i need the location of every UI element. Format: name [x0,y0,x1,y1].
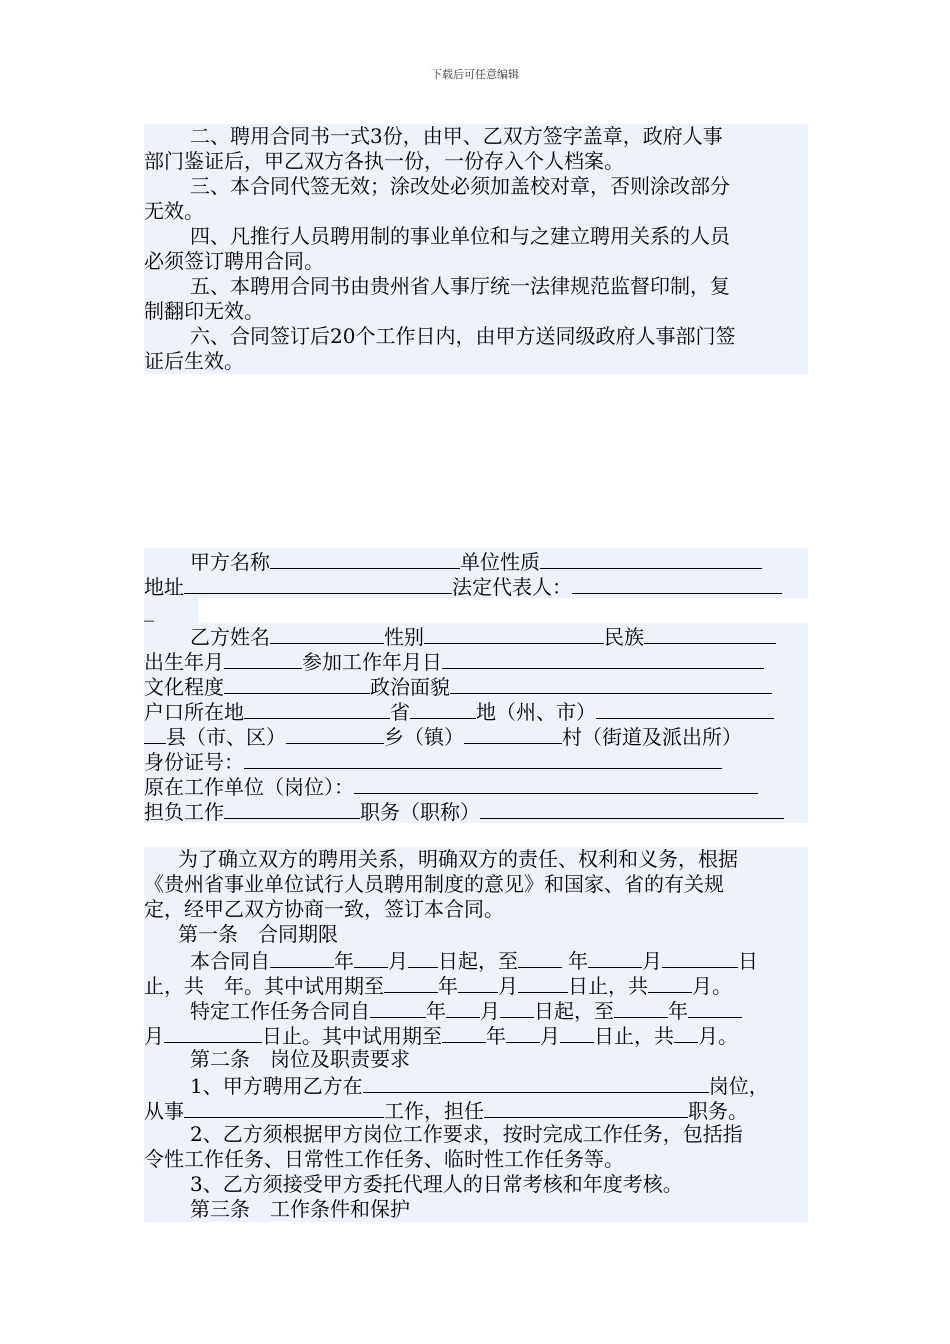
note-line: 三、本合同代签无效；涂改处必须加盖校对章，否则涂改部分 [144,174,808,199]
party-a-name-label: 甲方名称 [190,550,270,573]
note-line: 二、聘用合同书一式3份，由甲、乙双方签字盖章，政府人事 [144,124,808,149]
term-text: 日起，至 [438,949,518,972]
title-label: 职务（职称） [360,800,480,823]
term-text: 月。 [692,974,732,997]
term-text: 年 [668,999,688,1022]
county-field[interactable] [596,698,774,719]
special-probation-day-field[interactable] [560,1022,594,1043]
note-line: 部门鉴证后，甲乙双方各执一份，一份存入个人档案。 [144,149,808,174]
note-line: 四、凡推行人员聘用制的事业单位和与之建立聘用关系的人员 [144,224,808,249]
duty-1-line-2 [144,1097,808,1122]
duty-3-line: 3、乙方须接受甲方委托代理人的日常考核和年度考核。 [144,1172,808,1197]
note-line: 制翻印无效。 [144,299,808,324]
form-row-id [144,748,808,773]
prefecture-field[interactable] [410,698,476,719]
start-month-field[interactable] [354,947,388,968]
unit-nature-label: 单位性质 [460,550,540,573]
township-field[interactable] [286,723,384,744]
orig-unit-field[interactable] [354,773,758,794]
contract-body [144,847,808,1222]
end-day-field[interactable] [662,947,738,968]
notes-section [144,124,808,374]
term-text: 年 [486,1024,506,1047]
unit-nature-field[interactable] [540,548,762,569]
post-field[interactable] [363,1072,709,1093]
note-line: 六、合同签订后20个工作日内，由甲方送同级政府人事部门签 [144,324,808,349]
page-header: 下载后可任意编辑 [431,68,519,81]
gender-label: 性别 [384,625,424,648]
article-3-heading: 第三条 工作条件和保护 [144,1197,808,1222]
duty-text: 从事 [144,1099,184,1122]
legal-rep-label: 法定代表人： [452,575,572,598]
special-start-month-field[interactable] [446,997,480,1018]
note-line: 无效。 [144,199,808,224]
form-row-overflow [144,598,808,623]
form-row-hukou [144,698,808,723]
ethnicity-field[interactable] [644,623,776,644]
special-line-2 [144,1022,808,1047]
duty-1-line-1 [144,1072,808,1097]
info-form [144,548,808,823]
province-label: 省 [390,700,410,723]
term-text: 年 [426,999,446,1022]
term-text: 日止，共 [594,1024,674,1047]
form-row-party-a [144,548,808,573]
term-text: 特定工作任务合同自 [190,999,370,1022]
end-month-field[interactable] [588,947,642,968]
special-probation-total-field[interactable] [674,1022,698,1043]
end-year-field[interactable] [518,947,562,968]
term-text: 年 [438,974,458,997]
duty-text: 职务。 [688,1099,748,1122]
term-text: 月 [540,1024,560,1047]
village-label: 村（街道及派出所） [562,725,742,748]
intro-line: 定，经甲乙双方协商一致，签订本合同。 [144,897,808,922]
special-probation-year-field[interactable] [442,1022,486,1043]
special-end-month-field[interactable] [688,997,742,1018]
special-end-day-field[interactable] [164,1022,262,1043]
intro-line: 《贵州省事业单位试行人员聘用制度的意见》和国家、省的有关规 [144,872,808,897]
term-text: 月。 [698,1024,738,1047]
term-text: 月 [388,949,408,972]
education-label: 文化程度 [144,675,224,698]
duty-text: 岗位， [708,1074,769,1097]
probation-day-field[interactable] [518,972,568,993]
term-text: 月 [498,974,518,997]
special-line-1 [144,997,808,1022]
term-line-1 [144,947,808,972]
political-label: 政治面貌 [370,675,450,698]
duty-2-line: 令性工作任务、日常性工作任务、临时性工作任务等。 [144,1147,808,1172]
note-line: 证后生效。 [144,349,808,374]
legal-rep-field[interactable] [572,573,782,594]
duty-text: 1、甲方聘用乙方在 [190,1074,363,1097]
term-text: 止，共 年。其中试用期至 [144,974,384,997]
work-start-label: 参加工作年月日 [302,650,442,673]
overflow-underscore: _ [144,598,198,623]
job-field[interactable] [224,798,360,819]
form-row-address [144,573,808,598]
special-start-day-field[interactable] [500,997,534,1018]
term-text: 月 [144,1024,164,1047]
probation-total-field[interactable] [648,972,692,993]
address-label: 地址 [144,575,184,598]
form-row-county [144,723,808,748]
birth-field[interactable] [224,648,302,669]
term-text: 本合同自 [190,949,270,972]
term-text: 日起，至 [534,999,614,1022]
note-line: 五、本聘用合同书由贵州省人事厅统一法律规范监督印制，复 [144,274,808,299]
title-field[interactable] [480,798,784,819]
form-row-party-b [144,623,808,648]
village-field[interactable] [464,723,562,744]
term-text: 年 [334,949,354,972]
duty-text: 工作，担任 [384,1099,484,1122]
term-text: 月 [642,949,662,972]
term-text: 月 [480,999,500,1022]
province-field[interactable] [244,698,390,719]
party-b-name-label: 乙方姓名 [190,625,270,648]
birth-label: 出生年月 [144,650,224,673]
term-text: 年 [568,949,588,972]
form-row-education [144,673,808,698]
job-label: 担负工作 [144,800,224,823]
work-start-field[interactable] [442,648,764,669]
work-field[interactable] [184,1097,384,1118]
special-end-year-field[interactable] [614,997,668,1018]
probation-year-field[interactable] [384,972,438,993]
form-row-birth [144,648,808,673]
term-text: 日止。其中试用期至 [262,1024,442,1047]
political-field[interactable] [450,673,772,694]
start-day-field[interactable] [408,947,438,968]
education-field[interactable] [224,673,370,694]
term-line-2 [144,972,808,997]
note-line: 必须签订聘用合同。 [144,249,808,274]
gender-field[interactable] [424,623,604,644]
address-field[interactable] [184,573,452,594]
id-number-label: 身份证号： [144,750,244,773]
orig-unit-label: 原在工作单位（岗位）： [144,775,354,798]
term-text: 日 [738,949,758,972]
probation-month-field[interactable] [458,972,498,993]
id-number-field[interactable] [244,748,722,769]
form-row-orig-unit [144,773,808,798]
ethnicity-label: 民族 [604,625,644,648]
position-field[interactable] [484,1097,688,1118]
article-2-heading: 第二条 岗位及职责要求 [144,1047,808,1072]
duty-2-line: 2、乙方须根据甲方岗位工作要求，按时完成工作任务，包括指 [144,1122,808,1147]
term-text: 日止，共 [568,974,648,997]
county-field-cont[interactable] [144,723,166,744]
party-b-name-field[interactable] [270,623,384,644]
article-1-heading: 第一条 合同期限 [144,922,808,947]
party-a-name-field[interactable] [270,548,460,569]
township-label: 乡（镇） [384,725,464,748]
start-year-field[interactable] [270,947,334,968]
special-probation-month-field[interactable] [506,1022,540,1043]
form-row-job [144,798,808,823]
intro-line: 为了确立双方的聘用关系，明确双方的责任、权利和义务，根据 [144,847,808,872]
prefecture-label: 地（州、市） [476,700,596,723]
hukou-label: 户口所在地 [144,700,244,723]
special-start-year-field[interactable] [370,997,426,1018]
county-label: 县（市、区） [166,725,286,748]
